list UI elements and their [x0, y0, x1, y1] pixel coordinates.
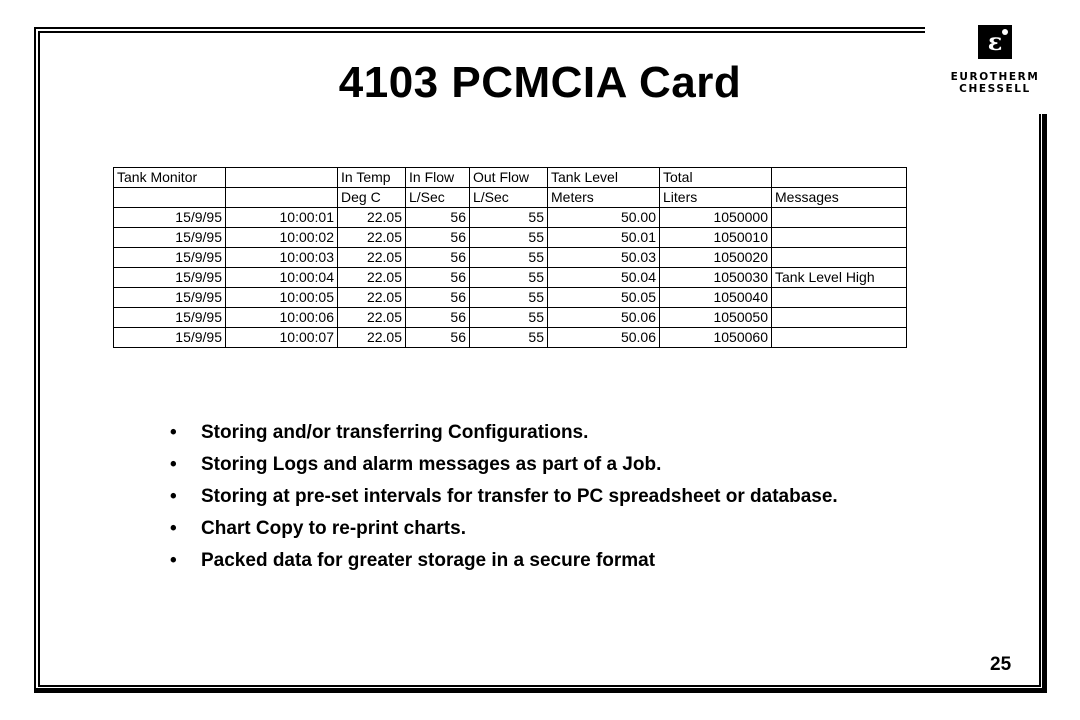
bullet-item — [170, 518, 900, 540]
table-cell — [114, 188, 226, 208]
bullet-text: Storing and/or transferring Configurations. — [201, 422, 589, 443]
table-header-row — [114, 168, 907, 188]
table-cell: 56 — [406, 288, 470, 308]
table-row — [114, 288, 907, 308]
table-cell — [226, 188, 338, 208]
slide-title: 4103 PCMCIA Card — [338, 58, 742, 107]
table-row — [114, 208, 907, 228]
logo-glyph: ε — [987, 27, 1003, 56]
table-cell: Tank Level High — [772, 268, 907, 288]
bullet-text: Packed data for greater storage in a secure format — [201, 550, 656, 571]
table-cell: 22.05 — [338, 288, 406, 308]
bullet-marker: • — [170, 422, 177, 443]
table-cell: Out Flow — [470, 168, 548, 188]
table-cell: 56 — [406, 268, 470, 288]
table-row — [114, 228, 907, 248]
table-cell: 15/9/95 — [114, 308, 226, 328]
table-cell: 22.05 — [338, 248, 406, 268]
table-cell: 50.00 — [548, 208, 660, 228]
table-cell: 1050050 — [660, 308, 772, 328]
table-cell: 55 — [470, 228, 548, 248]
table-cell: 1050030 — [660, 268, 772, 288]
bullet-marker: • — [170, 550, 177, 571]
table-cell: 1050000 — [660, 208, 772, 228]
logo-dot — [1002, 29, 1008, 35]
table-row — [114, 328, 907, 348]
table-cell: 56 — [406, 228, 470, 248]
table-cell: 22.05 — [338, 328, 406, 348]
table-cell: Liters — [660, 188, 772, 208]
table-units-row — [114, 188, 907, 208]
table-cell: 15/9/95 — [114, 248, 226, 268]
table-cell: 1050020 — [660, 248, 772, 268]
table-cell: In Temp — [338, 168, 406, 188]
table-cell: 56 — [406, 208, 470, 228]
table-cell: Messages — [772, 188, 907, 208]
table-cell: 55 — [470, 268, 548, 288]
bullet-marker: • — [170, 454, 177, 475]
table-cell: 56 — [406, 308, 470, 328]
table-cell: 50.06 — [548, 328, 660, 348]
table-cell: 56 — [406, 328, 470, 348]
table-row — [114, 268, 907, 288]
slide-frame-inner — [38, 31, 1041, 687]
table-cell: 15/9/95 — [114, 228, 226, 248]
eurotherm-logo-icon — [978, 25, 1012, 59]
table-cell: Deg C — [338, 188, 406, 208]
table-cell: 22.05 — [338, 228, 406, 248]
table-cell: 10:00:05 — [226, 288, 338, 308]
table-cell: Tank Level — [548, 168, 660, 188]
table-cell: 55 — [470, 328, 548, 348]
table-row — [114, 248, 907, 268]
table-cell: 10:00:07 — [226, 328, 338, 348]
table-cell: 10:00:01 — [226, 208, 338, 228]
table-cell: 1050060 — [660, 328, 772, 348]
table-cell: 15/9/95 — [114, 288, 226, 308]
bullet-marker: • — [170, 486, 177, 507]
table-cell: 55 — [470, 288, 548, 308]
table-cell: 56 — [406, 248, 470, 268]
bullet-item — [170, 486, 900, 508]
bullet-item — [170, 454, 900, 476]
feature-bullet-list — [170, 422, 900, 582]
table-cell: 10:00:03 — [226, 248, 338, 268]
table-cell: 1050010 — [660, 228, 772, 248]
table-cell: 55 — [470, 208, 548, 228]
table-cell: 22.05 — [338, 308, 406, 328]
bullet-text: Storing at pre-set intervals for transfer to PC spreadsheet or database. — [201, 486, 838, 507]
table-cell: 10:00:02 — [226, 228, 338, 248]
table-cell: 15/9/95 — [114, 208, 226, 228]
logo-line-2: CHESSELL — [959, 83, 1031, 95]
table-cell: 50.01 — [548, 228, 660, 248]
table-cell: 15/9/95 — [114, 328, 226, 348]
table-cell: 1050040 — [660, 288, 772, 308]
bullet-text: Chart Copy to re-print charts. — [201, 518, 466, 539]
table-cell — [772, 208, 907, 228]
table-cell — [772, 328, 907, 348]
table-cell — [772, 308, 907, 328]
table-cell: 22.05 — [338, 208, 406, 228]
table-cell: 22.05 — [338, 268, 406, 288]
table-cell: 15/9/95 — [114, 268, 226, 288]
table-cell — [226, 168, 338, 188]
table-cell: Meters — [548, 188, 660, 208]
table-cell: 55 — [470, 248, 548, 268]
table-cell: 50.06 — [548, 308, 660, 328]
table-cell: 10:00:06 — [226, 308, 338, 328]
table-cell: L/Sec — [470, 188, 548, 208]
table-cell — [772, 248, 907, 268]
table-cell: Total — [660, 168, 772, 188]
table-cell: L/Sec — [406, 188, 470, 208]
logo-line-1: EUROTHERM — [950, 71, 1040, 83]
table-cell: 50.05 — [548, 288, 660, 308]
table-cell: 50.04 — [548, 268, 660, 288]
tank-monitor-table — [113, 167, 907, 348]
bullet-item — [170, 422, 900, 444]
table-cell — [772, 288, 907, 308]
table-cell: 55 — [470, 308, 548, 328]
bullet-text: Storing Logs and alarm messages as part of a Job. — [201, 454, 662, 475]
table-cell: 10:00:04 — [226, 268, 338, 288]
bullet-item — [170, 550, 900, 572]
table-cell: Tank Monitor — [114, 168, 226, 188]
page-number: 25 — [990, 654, 1012, 675]
table-body — [114, 168, 907, 348]
table-cell: 50.03 — [548, 248, 660, 268]
table-cell: In Flow — [406, 168, 470, 188]
table-row — [114, 308, 907, 328]
table-cell — [772, 228, 907, 248]
bullet-marker: • — [170, 518, 177, 539]
table-cell — [772, 168, 907, 188]
